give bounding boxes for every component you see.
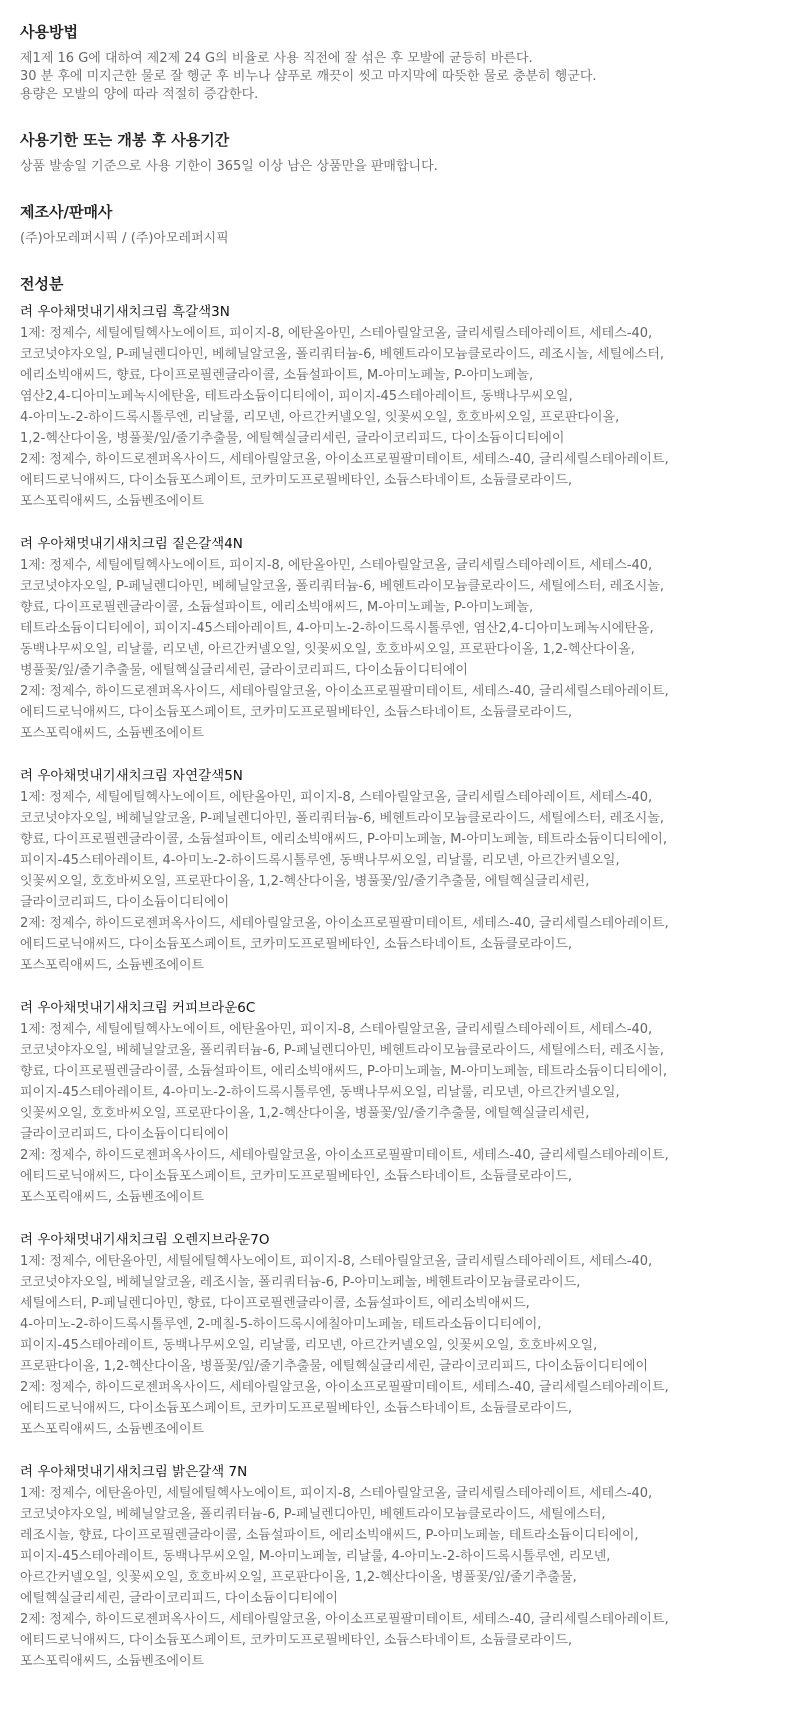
ingredient-line: 에티드로닉애씨드, 다이소듐포스페이트, 코카미도프로필베타인, 소듐스타네이트, 소듐클로라이드, [20, 705, 573, 720]
ingredient-line: 세틸에스터, P-페닐렌디아민, 향료, 다이프로필렌글라이콜, 소듐설파이트, 에리소빅애씨드, [20, 1296, 530, 1311]
ingredient-line: 피이지-45스테아레이트, 4-아미노-2-하이드록시톨루엔, 동백나무씨오일, 리날룰, 리모넨, 아르간커넬오일, [20, 853, 620, 868]
ingredient-line: 코코넛야자오일, 베헤닐알코올, P-페닐렌디아민, 폴리쿼터늄-6, 베헨트라이모늄클로라이드, 세틸에스터, 레조시놀, [20, 811, 665, 826]
ingredient-line: 코코넛야자오일, 베헤닐알코올, 레조시놀, 폴리쿼터늄-6, P-아미노페놀, 베헨트라이모늄클로라이드, [20, 1275, 581, 1290]
ingredient-line: 포스포릭애씨드, 소듐벤조에이트 [20, 1654, 205, 1669]
ingredient-line: 1제: 정제수, 세틸에틸헥사노에이트, 피이지-8, 에탄올아민, 스테아릴알코올, 글리세릴스테아레이트, 세테스-40, [20, 558, 653, 573]
ingredient-line: 염산2,4-디아미노페녹시에탄올, 테트라소듐이디티에이, 피이지-45스테아레이트, 동백나무씨오일, [20, 389, 573, 404]
ingredient-line: 코코넛야자오일, 베헤닐알코올, 폴리쿼터늄-6, P-페닐렌디아민, 베헨트라이모늄클로라이드, 세틸에스터, [20, 1507, 606, 1522]
product-name: 려 우아채멋내기새치크림 흑갈색3N [20, 304, 230, 320]
ingredient-line: 4-아미노-2-하이드록시톨루엔, 2-메칠-5-하이드록시에칠아미노페놀, 테트라소듐이디티에이, [20, 1317, 542, 1332]
ingredient-line: 프로판다이올, 1,2-헥산다이올, 병풀꽃/잎/줄기추출물, 에틸헥실글리세린, 글라이코리피드, 다이소듐이디티에이 [20, 1359, 649, 1374]
ingredient-line: 1제: 정제수, 에탄올아민, 세틸에틸헥사노에이트, 피이지-8, 스테아릴알코올, 글리세릴스테아레이트, 세테스-40, [20, 1254, 653, 1269]
usage-line: 용량은 모발의 양에 따라 적절히 증감한다. [20, 87, 259, 102]
product-ingredients [20, 534, 780, 744]
ingredient-line: 테트라소듐이디티에이, 피이지-45스테아레이트, 4-아미노-2-하이드록시톨루엔, 염산2,4-디아미노페녹시에탄올, [20, 621, 654, 636]
ingredient-line: 2제: 정제수, 하이드로젠퍼옥사이드, 세테아릴알코올, 아이소프로필팔미테이트, 세테스-40, 글리세릴스테아레이트, [20, 1612, 669, 1627]
ingredient-line: 1제: 정제수, 세틸에틸헥사노에이트, 에탄올아민, 피이지-8, 스테아릴알코올, 글리세릴스테아레이트, 세테스-40, [20, 790, 653, 805]
ingredient-line: 향료, 다이프로필렌글라이콜, 소듐설파이트, 에리소빅애씨드, P-아미노페놀, M-아미노페놀, 테트라소듐이디티에이, [20, 1064, 667, 1079]
ingredient-line: 아르간커넬오일, 잇꽃씨오일, 호호바씨오일, 프로판다이올, 1,2-헥산다이올, 병풀꽃/잎/줄기추출물, [20, 1570, 577, 1585]
ingredient-line: 2제: 정제수, 하이드로젠퍼옥사이드, 세테아릴알코올, 아이소프로필팔미테이트, 세테스-40, 글리세릴스테아레이트, [20, 916, 669, 931]
ingredient-line: 에틸헥실글리세린, 글라이코리피드, 다이소듐이디티에이 [20, 1591, 338, 1606]
expiry-title: 사용기한 또는 개봉 후 사용기간 [20, 131, 230, 149]
product-name: 려 우아채멋내기새치크림 자연갈색5N [20, 768, 243, 784]
ingredient-line: 잇꽃씨오일, 호호바씨오일, 프로판다이올, 1,2-헥산다이올, 병풀꽃/잎/줄기추출물, 에틸헥실글리세린, [20, 874, 590, 889]
ingredient-line: 2제: 정제수, 하이드로젠퍼옥사이드, 세테아릴알코올, 아이소프로필팔미테이트, 세테스-40, 글리세릴스테아레이트, [20, 452, 669, 467]
expiry-section [20, 130, 780, 176]
product-ingredients [20, 1230, 780, 1440]
ingredient-line: 포스포릭애씨드, 소듐벤조에이트 [20, 726, 205, 741]
ingredient-line: 2제: 정제수, 하이드로젠퍼옥사이드, 세테아릴알코올, 아이소프로필팔미테이트, 세테스-40, 글리세릴스테아레이트, [20, 1380, 669, 1395]
ingredient-line: 향료, 다이프로필렌글라이콜, 소듐설파이트, 에리소빅애씨드, M-아미노페놀, P-아미노페놀, [20, 600, 534, 615]
ingredients-title: 전성분 [20, 275, 64, 293]
ingredient-line: 1제: 정제수, 에탄올아민, 세틸에틸헥사노에이트, 피이지-8, 스테아릴알코올, 글리세릴스테아레이트, 세테스-40, [20, 1486, 653, 1501]
ingredient-line: 에리소빅애씨드, 향료, 다이프로필렌글라이콜, 소듐설파이트, M-아미노페놀, P-아미노페놀, [20, 368, 534, 383]
ingredient-line: 4-아미노-2-하이드록시톨루엔, 리날룰, 리모넨, 아르간커넬오일, 잇꽃씨오일, 호호바씨오일, 프로판다이올, [20, 410, 620, 425]
product-name: 려 우아채멋내기새치크림 오렌지브라운7O [20, 1232, 270, 1248]
product-list [20, 302, 780, 1672]
ingredient-line: 병풀꽃/잎/줄기추출물, 에틸헥실글리세린, 글라이코리피드, 다이소듐이디티에이 [20, 663, 468, 678]
usage-line: 30 분 후에 미지근한 물로 잘 헹군 후 비누나 샴푸로 깨끗이 씻고 마지막에 따뜻한 물로 충분히 헹군다. [20, 69, 597, 84]
ingredient-line: 에티드로닉애씨드, 다이소듐포스페이트, 코카미도프로필베타인, 소듐스타네이트, 소듐클로라이드, [20, 1401, 573, 1416]
product-ingredients [20, 1462, 780, 1672]
ingredient-line: 에티드로닉애씨드, 다이소듐포스페이트, 코카미도프로필베타인, 소듐스타네이트, 소듐클로라이드, [20, 937, 573, 952]
maker-title: 제조사/판매사 [20, 203, 113, 221]
product-ingredients [20, 766, 780, 976]
ingredient-line: 에티드로닉애씨드, 다이소듐포스페이트, 코카미도프로필베타인, 소듐스타네이트, 소듐클로라이드, [20, 1169, 573, 1184]
ingredient-line: 2제: 정제수, 하이드로젠퍼옥사이드, 세테아릴알코올, 아이소프로필팔미테이트, 세테스-40, 글리세릴스테아레이트, [20, 1148, 669, 1163]
ingredient-line: 잇꽃씨오일, 호호바씨오일, 프로판다이올, 1,2-헥산다이올, 병풀꽃/잎/줄기추출물, 에틸헥실글리세린, [20, 1106, 590, 1121]
ingredient-line: 레조시놀, 향료, 다이프로필렌글라이콜, 소듐설파이트, 에리소빅애씨드, P-아미노페놀, 테트라소듐이디티에이, [20, 1528, 639, 1543]
ingredient-line: 1제: 정제수, 세틸에틸헥사노에이트, 에탄올아민, 피이지-8, 스테아릴알코올, 글리세릴스테아레이트, 세테스-40, [20, 1022, 653, 1037]
product-name: 려 우아채멋내기새치크림 커피브라운6C [20, 1000, 256, 1016]
ingredient-line: 포스포릭애씨드, 소듐벤조에이트 [20, 494, 205, 509]
ingredient-line: 에티드로닉애씨드, 다이소듐포스페이트, 코카미도프로필베타인, 소듐스타네이트, 소듐클로라이드, [20, 1633, 573, 1648]
ingredient-line: 코코넛야자오일, P-페닐렌디아민, 베헤닐알코올, 폴리쿼터늄-6, 베헨트라이모늄클로라이드, 레조시놀, 세틸에스터, [20, 347, 665, 362]
usage-line: 제1제 16 G에 대하여 제2제 24 G의 비율로 사용 직전에 잘 섞은 후 모발에 균등히 바른다. [20, 51, 533, 66]
usage-section [20, 22, 780, 104]
product-name: 려 우아채멋내기새치크림 짙은갈색4N [20, 536, 243, 552]
product-name: 려 우아채멋내기새치크림 밝은갈색 7N [20, 1464, 248, 1480]
ingredient-line: 1,2-헥산다이올, 병풀꽃/잎/줄기추출물, 에틸헥실글리세린, 글라이코리피드, 다이소듐이디티에이 [20, 431, 565, 446]
product-ingredients [20, 998, 780, 1208]
ingredient-line: 2제: 정제수, 하이드로젠퍼옥사이드, 세테아릴알코올, 아이소프로필팔미테이트, 세테스-40, 글리세릴스테아레이트, [20, 684, 669, 699]
ingredient-line: 포스포릭애씨드, 소듐벤조에이트 [20, 1190, 205, 1205]
ingredients-section [20, 274, 780, 1672]
ingredient-line: 포스포릭애씨드, 소듐벤조에이트 [20, 958, 205, 973]
ingredient-line: 글라이코리피드, 다이소듐이디티에이 [20, 895, 230, 910]
ingredient-line: 글라이코리피드, 다이소듐이디티에이 [20, 1127, 230, 1142]
ingredient-line: 피이지-45스테아레이트, 동백나무씨오일, M-아미노페놀, 리날룰, 4-아미노-2-하이드록시톨루엔, 리모넨, [20, 1549, 611, 1564]
maker-section [20, 202, 780, 248]
ingredient-line: 코코넛야자오일, P-페닐렌디아민, 베헤닐알코올, 폴리쿼터늄-6, 베헨트라이모늄클로라이드, 세틸에스터, 레조시놀, [20, 579, 665, 594]
product-ingredients [20, 302, 780, 512]
ingredient-line: 향료, 다이프로필렌글라이콜, 소듐설파이트, 에리소빅애씨드, P-아미노페놀, M-아미노페놀, 테트라소듐이디티에이, [20, 832, 667, 847]
ingredient-line: 피이지-45스테아레이트, 동백나무씨오일, 리날룰, 리모넨, 아르간커넬오일, 잇꽃씨오일, 호호바씨오일, [20, 1338, 598, 1353]
maker-text: (주)아모레퍼시픽 / (주)아모레퍼시픽 [20, 231, 229, 246]
ingredient-line: 피이지-45스테아레이트, 4-아미노-2-하이드록시톨루엔, 동백나무씨오일, 리날룰, 리모넨, 아르간커넬오일, [20, 1085, 620, 1100]
ingredient-line: 에티드로닉애씨드, 다이소듐포스페이트, 코카미도프로필베타인, 소듐스타네이트, 소듐클로라이드, [20, 473, 573, 488]
ingredient-line: 코코넛야자오일, 베헤닐알코올, 폴리쿼터늄-6, P-페닐렌디아민, 베헨트라이모늄클로라이드, 세틸에스터, 레조시놀, [20, 1043, 665, 1058]
expiry-text: 상품 발송일 기준으로 사용 기한이 365일 이상 남은 상품만을 판매합니다. [20, 159, 438, 174]
ingredient-line: 동백나무씨오일, 리날룰, 리모넨, 아르간커넬오일, 잇꽃씨오일, 호호바씨오일, 프로판다이올, 1,2-헥산다이올, [20, 642, 635, 657]
ingredient-line: 포스포릭애씨드, 소듐벤조에이트 [20, 1422, 205, 1437]
ingredient-line: 1제: 정제수, 세틸에틸헥사노에이트, 피이지-8, 에탄올아민, 스테아릴알코올, 글리세릴스테아레이트, 세테스-40, [20, 326, 653, 341]
usage-title: 사용방법 [20, 23, 78, 41]
